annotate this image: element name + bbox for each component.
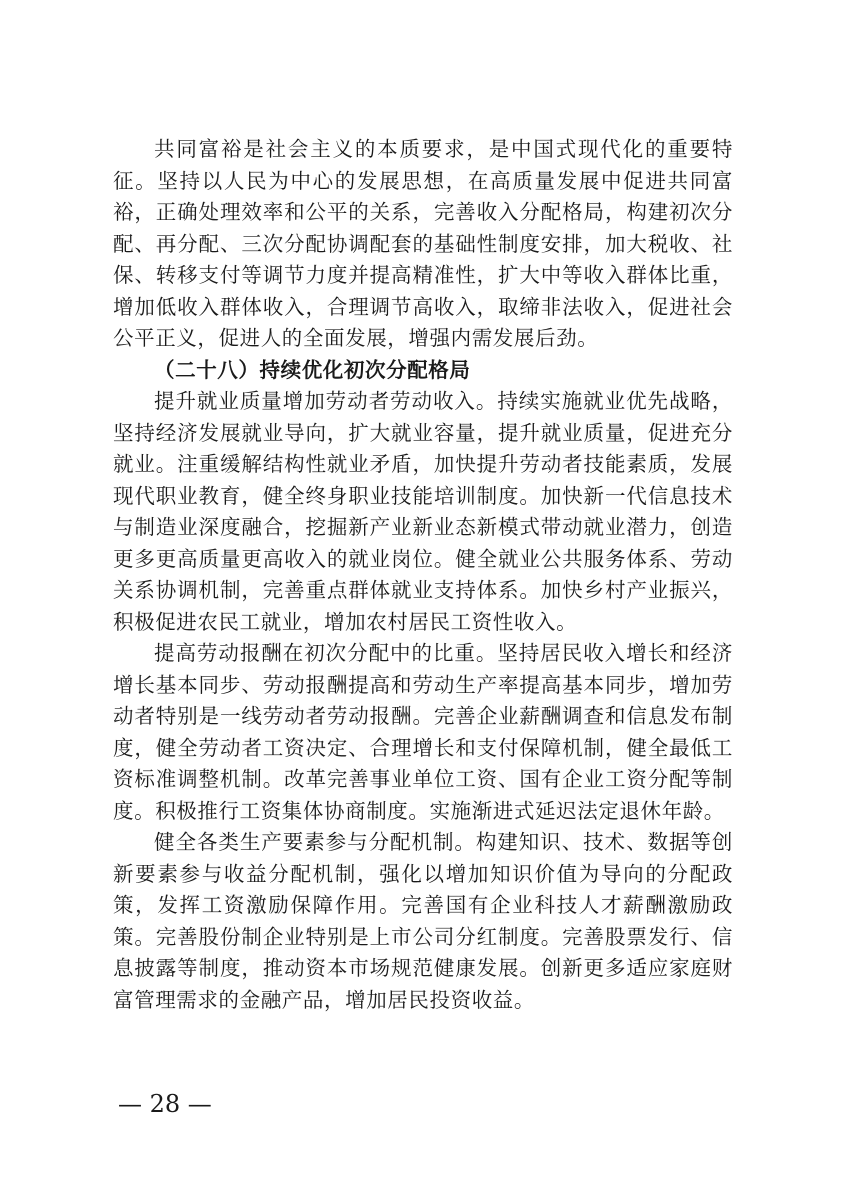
labor-remuneration-paragraph: 提高劳动报酬在初次分配中的比重。坚持居民收入增长和经济增长基本同步、劳动报酬提高和劳动生产率提高基本同步，增加劳动者特别是一线劳动者劳动报酬。完善企业薪酬调查和信息发布制度，健全劳动者工资决定、合理增长和支付保障机制，健全最低工资标准调整机制。改革完善事业单位工资、国有企业工资分配等制度。积极推行工资集体协商制度。实施渐进式延迟法定退休年龄。 [113, 641, 733, 823]
employment-paragraph: 提升就业质量增加劳动者劳动收入。持续实施就业优先战略，坚持经济发展就业导向，扩大就业容量，提升就业质量，促进充分就业。注重缓解结构性就业矛盾，加快提升劳动者技能素质，发展现代职业教育，健全终身职业技能培训制度。加快新一代信息技术与制造业深度融合，挖掘新产业新业态新模式带动就业潜力，创造更多更高质量更高收入的就业岗位。健全就业公共服务体系、劳动关系协调机制，完善重点群体就业支持体系。加快乡村产业振兴，积极促进农民工就业，增加农村居民工资性收入。 [113, 389, 733, 634]
intro-paragraph: 共同富裕是社会主义的本质要求，是中国式现代化的重要特征。坚持以人民为中心的发展思想，在高质量发展中促进共同富裕，正确处理效率和公平的关系，完善收入分配格局，构建初次分配、再分配、三次分配协调配套的基础性制度安排，加大税收、社保、转移支付等调节力度并提高精准性，扩大中等收入群体比重，增加低收入群体收入，合理调节高收入，取缔非法收入，促进社会公平正义，促进人的全面发展，增强内需发展后劲。 [113, 137, 733, 350]
production-factors-paragraph: 健全各类生产要素参与分配机制。构建知识、技术、数据等创新要素参与收益分配机制，强化以增加知识价值为导向的分配政策，发挥工资激励保障作用。完善国有企业科技人才薪酬激励政策。完善股份制企业特别是上市公司分红制度。完善股票发行、信息披露等制度，推动资本市场规范健康发展。创新更多适应家庭财富管理需求的金融产品，增加居民投资收益。 [113, 830, 733, 1012]
body-text [113, 134, 733, 1016]
page-number: — 28 — [118, 1090, 212, 1118]
section-heading: （二十八）持续优化初次分配格局 [154, 357, 471, 382]
